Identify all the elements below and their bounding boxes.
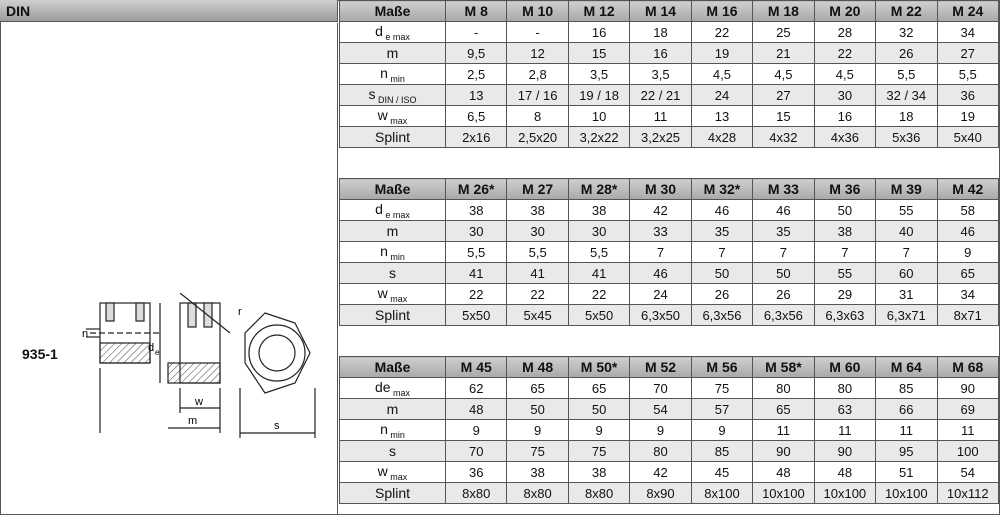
label-de-sub: e	[155, 348, 160, 357]
header-size-cell: M 42	[937, 179, 999, 200]
label-n: n	[82, 328, 89, 340]
value-cell: 22 / 21	[630, 85, 691, 106]
value-cell: 25	[753, 22, 814, 43]
label-r: r	[238, 306, 242, 318]
value-cell: 65	[937, 263, 999, 284]
value-cell: 5,5	[568, 242, 629, 263]
value-cell: 58	[937, 200, 999, 221]
value-cell: 11	[937, 420, 999, 441]
value-cell: 33	[630, 221, 691, 242]
header-size-cell: M 18	[753, 1, 814, 22]
value-cell: 11	[814, 420, 875, 441]
value-cell: 85	[691, 441, 752, 462]
value-cell: 26	[876, 43, 937, 64]
value-cell: 11	[630, 106, 691, 127]
header-size-cell: M 22	[876, 1, 937, 22]
value-cell: 65	[753, 399, 814, 420]
value-cell: 34	[937, 22, 999, 43]
value-cell: 19 / 18	[568, 85, 629, 106]
row-label-text: m	[386, 401, 399, 417]
value-cell: 46	[753, 200, 814, 221]
table-row	[340, 399, 999, 420]
value-cell: 22	[568, 284, 629, 305]
value-cell: 9,5	[446, 43, 507, 64]
value-cell: 4x32	[753, 127, 814, 148]
value-cell: 90	[753, 441, 814, 462]
table-row	[340, 305, 999, 326]
value-cell: 54	[630, 399, 691, 420]
value-cell: 34	[937, 284, 999, 305]
row-label	[340, 106, 446, 127]
value-cell: 70	[446, 441, 507, 462]
value-cell: 2x16	[446, 127, 507, 148]
header-size-cell: M 30	[630, 179, 691, 200]
value-cell: 57	[691, 399, 752, 420]
row-label	[340, 305, 446, 326]
header-size-cell: M 28*	[568, 179, 629, 200]
value-cell: 18	[630, 22, 691, 43]
row-label	[340, 284, 446, 305]
value-cell: 5x45	[507, 305, 568, 326]
castle-nut-drawing	[80, 293, 320, 443]
row-label-text: w	[377, 106, 388, 123]
header-size-cell: M 20	[814, 1, 875, 22]
header-size-cell: M 27	[507, 179, 568, 200]
value-cell: 41	[446, 263, 507, 284]
value-cell: 9	[937, 242, 999, 263]
row-label-text: n	[380, 64, 388, 81]
row-label-subscript: min	[387, 251, 405, 262]
row-label	[340, 399, 446, 420]
value-cell: 38	[568, 200, 629, 221]
value-cell: 38	[814, 221, 875, 242]
value-cell: 10	[568, 106, 629, 127]
value-cell: 3,5	[630, 64, 691, 85]
value-cell: 30	[568, 221, 629, 242]
row-label-text: d	[375, 200, 383, 217]
value-cell: 22	[507, 284, 568, 305]
value-cell: 85	[876, 378, 937, 399]
value-cell: 21	[753, 43, 814, 64]
table-row	[340, 64, 999, 85]
header-size-cell: M 24	[937, 1, 999, 22]
value-cell: 55	[876, 200, 937, 221]
value-cell: 17 / 16	[507, 85, 568, 106]
header-size-cell: M 60	[814, 357, 875, 378]
value-cell: 90	[814, 441, 875, 462]
value-cell: 8x80	[446, 483, 507, 504]
value-cell: 66	[876, 399, 937, 420]
value-cell: 55	[814, 263, 875, 284]
value-cell: 4,5	[753, 64, 814, 85]
value-cell: 70	[630, 378, 691, 399]
value-cell: 35	[753, 221, 814, 242]
value-cell: 30	[507, 221, 568, 242]
value-cell: 62	[446, 378, 507, 399]
value-cell: 6,3x63	[814, 305, 875, 326]
table-row	[340, 462, 999, 483]
value-cell: 29	[814, 284, 875, 305]
table-row	[340, 263, 999, 284]
value-cell: 2,5	[446, 64, 507, 85]
dimension-table	[339, 0, 999, 148]
value-cell: 8x90	[630, 483, 691, 504]
value-cell: 28	[814, 22, 875, 43]
value-cell: 7	[876, 242, 937, 263]
value-cell: 42	[630, 200, 691, 221]
header-size-cell: M 45	[446, 357, 507, 378]
value-cell: 10x112	[937, 483, 999, 504]
dimension-table	[339, 178, 999, 326]
table-row	[340, 127, 999, 148]
value-cell: 9	[630, 420, 691, 441]
value-cell: -	[446, 22, 507, 43]
value-cell: 51	[876, 462, 937, 483]
row-label	[340, 85, 446, 106]
value-cell: 22	[691, 22, 752, 43]
header-size-cell: M 48	[507, 357, 568, 378]
row-label	[340, 263, 446, 284]
value-cell: 90	[937, 378, 999, 399]
value-cell: 27	[753, 85, 814, 106]
label-s: s	[274, 420, 280, 432]
value-cell: 45	[691, 462, 752, 483]
table-row	[340, 43, 999, 64]
value-cell: 18	[876, 106, 937, 127]
dimension-table	[339, 356, 999, 504]
value-cell: 26	[753, 284, 814, 305]
value-cell: 10x100	[814, 483, 875, 504]
value-cell: 36	[446, 462, 507, 483]
value-cell: 10x100	[753, 483, 814, 504]
value-cell: 3,2x22	[568, 127, 629, 148]
value-cell: 2,5x20	[507, 127, 568, 148]
value-cell: 22	[446, 284, 507, 305]
row-label-text: m	[386, 223, 399, 239]
row-label-subscript: max	[387, 471, 408, 482]
value-cell: 6,3x56	[753, 305, 814, 326]
label-de: d	[148, 342, 155, 354]
value-cell: 36	[937, 85, 999, 106]
header-size-cell: M 68	[937, 357, 999, 378]
value-cell: 16	[814, 106, 875, 127]
value-cell: 9	[446, 420, 507, 441]
header-size-cell: M 58*	[753, 357, 814, 378]
row-label-subscript: max	[387, 293, 408, 304]
value-cell: 22	[814, 43, 875, 64]
row-label-text: s	[389, 265, 396, 281]
header-size-cell: M 12	[568, 1, 629, 22]
value-cell: 30	[814, 85, 875, 106]
value-cell: 3,5	[568, 64, 629, 85]
value-cell: 9	[507, 420, 568, 441]
value-cell: 63	[814, 399, 875, 420]
value-cell: 5x40	[937, 127, 999, 148]
value-cell: 30	[446, 221, 507, 242]
value-cell: 80	[753, 378, 814, 399]
row-label	[340, 221, 446, 242]
table-row	[340, 483, 999, 504]
value-cell: 41	[568, 263, 629, 284]
table-row	[340, 85, 999, 106]
row-label-text: de	[374, 378, 391, 395]
row-label-subscript: max	[387, 115, 408, 126]
value-cell: 80	[814, 378, 875, 399]
value-cell: 5,5	[446, 242, 507, 263]
row-label	[340, 22, 446, 43]
value-cell: 69	[937, 399, 999, 420]
value-cell: 15	[753, 106, 814, 127]
row-label-text: n	[380, 242, 388, 259]
value-cell: 4x28	[691, 127, 752, 148]
value-cell: 8	[507, 106, 568, 127]
header-size-cell: M 14	[630, 1, 691, 22]
header-label-cell: Maße	[340, 179, 446, 200]
value-cell: 80	[630, 441, 691, 462]
value-cell: 38	[507, 462, 568, 483]
value-cell: 3,2x25	[630, 127, 691, 148]
value-cell: 65	[568, 378, 629, 399]
row-label	[340, 127, 446, 148]
row-label	[340, 378, 446, 399]
header-size-cell: M 52	[630, 357, 691, 378]
row-label	[340, 64, 446, 85]
value-cell: 5x50	[568, 305, 629, 326]
value-cell: 50	[507, 399, 568, 420]
value-cell: 8x80	[568, 483, 629, 504]
value-cell: 16	[630, 43, 691, 64]
row-label-subscript: e max	[382, 31, 410, 42]
value-cell: 38	[446, 200, 507, 221]
value-cell: 27	[937, 43, 999, 64]
row-label	[340, 200, 446, 221]
value-cell: 5x36	[876, 127, 937, 148]
row-label-text: Splint	[374, 129, 411, 145]
row-label-subscript: min	[387, 73, 405, 84]
row-label-text: Splint	[374, 307, 411, 323]
header-size-cell: M 50*	[568, 357, 629, 378]
row-label-text: m	[386, 45, 399, 61]
value-cell: 46	[937, 221, 999, 242]
value-cell: 32	[876, 22, 937, 43]
value-cell: 26	[691, 284, 752, 305]
header-size-cell: M 64	[876, 357, 937, 378]
value-cell: 48	[814, 462, 875, 483]
header-size-cell: M 39	[876, 179, 937, 200]
value-cell: -	[507, 22, 568, 43]
value-cell: 7	[630, 242, 691, 263]
row-label	[340, 441, 446, 462]
value-cell: 5x50	[446, 305, 507, 326]
value-cell: 75	[568, 441, 629, 462]
value-cell: 95	[876, 441, 937, 462]
header-size-cell: M 26*	[446, 179, 507, 200]
value-cell: 60	[876, 263, 937, 284]
value-cell: 11	[753, 420, 814, 441]
value-cell: 13	[691, 106, 752, 127]
header-size-cell: M 56	[691, 357, 752, 378]
value-cell: 24	[691, 85, 752, 106]
value-cell: 8x80	[507, 483, 568, 504]
value-cell: 16	[568, 22, 629, 43]
row-label-text: Splint	[374, 485, 411, 501]
row-label-subscript: e max	[382, 209, 410, 220]
value-cell: 54	[937, 462, 999, 483]
din-column	[0, 23, 338, 515]
value-cell: 15	[568, 43, 629, 64]
value-cell: 5,5	[876, 64, 937, 85]
value-cell: 38	[568, 462, 629, 483]
value-cell: 42	[630, 462, 691, 483]
table-row	[340, 221, 999, 242]
value-cell: 6,5	[446, 106, 507, 127]
value-cell: 12	[507, 43, 568, 64]
value-cell: 75	[507, 441, 568, 462]
value-cell: 40	[876, 221, 937, 242]
value-cell: 19	[691, 43, 752, 64]
row-label	[340, 462, 446, 483]
value-cell: 7	[753, 242, 814, 263]
value-cell: 2,8	[507, 64, 568, 85]
value-cell: 65	[507, 378, 568, 399]
table-row	[340, 420, 999, 441]
value-cell: 4x36	[814, 127, 875, 148]
din-number: 935-1	[22, 346, 58, 362]
value-cell: 75	[691, 378, 752, 399]
header-size-cell: M 8	[446, 1, 507, 22]
table-row	[340, 378, 999, 399]
value-cell: 31	[876, 284, 937, 305]
value-cell: 50	[753, 263, 814, 284]
value-cell: 5,5	[507, 242, 568, 263]
table-row	[340, 22, 999, 43]
value-cell: 50	[568, 399, 629, 420]
value-cell: 8x71	[937, 305, 999, 326]
header-label-cell: Maße	[340, 357, 446, 378]
value-cell: 5,5	[937, 64, 999, 85]
value-cell: 6,3x71	[876, 305, 937, 326]
value-cell: 24	[630, 284, 691, 305]
value-cell: 100	[937, 441, 999, 462]
value-cell: 48	[753, 462, 814, 483]
table-row	[340, 284, 999, 305]
header-size-cell: M 33	[753, 179, 814, 200]
row-label-subscript: min	[387, 429, 405, 440]
row-label-subscript: DIN / ISO	[375, 94, 417, 105]
value-cell: 9	[568, 420, 629, 441]
value-cell: 7	[814, 242, 875, 263]
value-cell: 32 / 34	[876, 85, 937, 106]
table-header-row	[340, 357, 999, 378]
row-label	[340, 242, 446, 263]
header-size-cell: M 36	[814, 179, 875, 200]
row-label-subscript: max	[390, 387, 411, 398]
table-header-row	[340, 1, 999, 22]
table-row	[340, 242, 999, 263]
header-size-cell: M 32*	[691, 179, 752, 200]
row-label-text: n	[380, 420, 388, 437]
table-row	[340, 441, 999, 462]
value-cell: 10x100	[876, 483, 937, 504]
value-cell: 19	[937, 106, 999, 127]
value-cell: 48	[446, 399, 507, 420]
header-size-cell: M 16	[691, 1, 752, 22]
value-cell: 38	[507, 200, 568, 221]
row-label	[340, 43, 446, 64]
table-row	[340, 200, 999, 221]
value-cell: 11	[876, 420, 937, 441]
value-cell: 35	[691, 221, 752, 242]
value-cell: 8x100	[691, 483, 752, 504]
table-row	[340, 106, 999, 127]
value-cell: 9	[691, 420, 752, 441]
row-label-text: w	[377, 462, 388, 479]
din-header: DIN	[0, 0, 338, 22]
label-w: w	[195, 396, 203, 408]
row-label	[340, 483, 446, 504]
value-cell: 50	[691, 263, 752, 284]
row-label	[340, 420, 446, 441]
value-cell: 6,3x56	[691, 305, 752, 326]
row-label-text: s	[368, 85, 376, 102]
value-cell: 4,5	[691, 64, 752, 85]
row-label-text: w	[377, 284, 388, 301]
row-label-text: s	[389, 443, 396, 459]
value-cell: 46	[691, 200, 752, 221]
value-cell: 13	[446, 85, 507, 106]
header-label-cell: Maße	[340, 1, 446, 22]
table-header-row	[340, 179, 999, 200]
value-cell: 6,3x50	[630, 305, 691, 326]
value-cell: 4,5	[814, 64, 875, 85]
value-cell: 41	[507, 263, 568, 284]
value-cell: 50	[814, 200, 875, 221]
value-cell: 46	[630, 263, 691, 284]
value-cell: 7	[691, 242, 752, 263]
header-size-cell: M 10	[507, 1, 568, 22]
label-m: m	[188, 415, 198, 427]
row-label-text: d	[375, 22, 383, 39]
